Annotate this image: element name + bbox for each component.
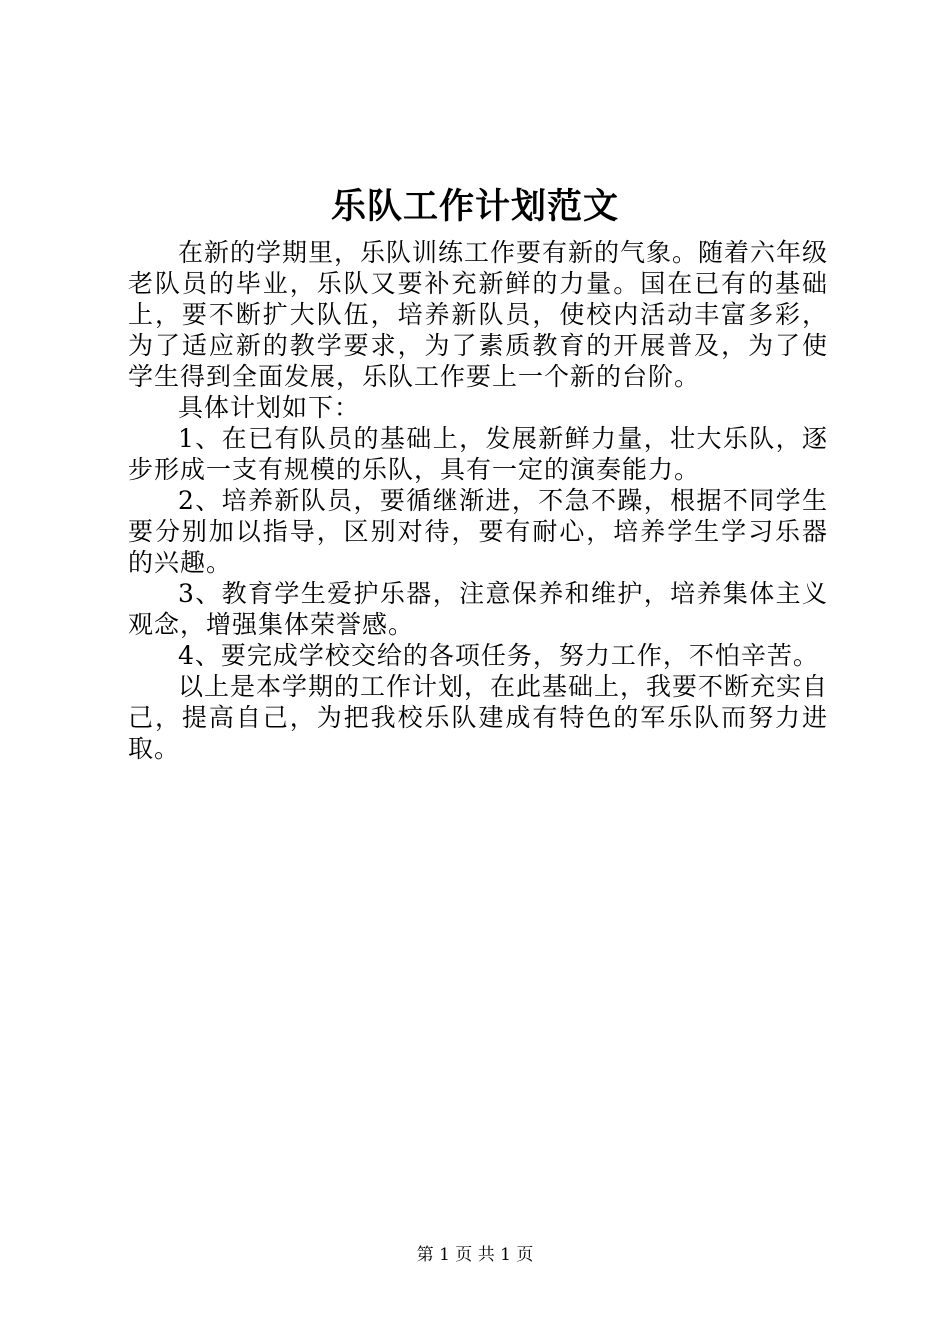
paragraph-plan-heading: 具体计划如下： bbox=[178, 393, 361, 422]
page-number-footer: 第 1 页 共 1 页 bbox=[416, 1245, 534, 1265]
document-title: 乐队工作计划范文 bbox=[330, 187, 619, 227]
paragraph-conclusion: 以上是本学期的工作计划，在此基础上，我要不断充实自己，提高自己，为把我校乐队建成有特色的军乐队而努力进取。 bbox=[128, 672, 829, 763]
paragraph-intro: 在新的学期里，乐队训练工作要有新的气象。随着六年级老队员的毕业，乐队又要补充新鲜的力量。国在已有的基础上，要不断扩大队伍，培养新队员，使校内活动丰富多彩，为了适应新的教学要求，为了素质教育的开展普及，为了使学生得到全面发展，乐队工作要上一个新的台阶。 bbox=[128, 238, 829, 391]
paragraph-item-3: 3、教育学生爱护乐器，注意保养和维护，培养集体主义观念，增强集体荣誉感。 bbox=[128, 579, 828, 639]
paragraph-item-1: 1、在已有队员的基础上，发展新鲜力量，壮大乐队，逐步形成一支有规模的乐队，具有一定的演奏能力。 bbox=[128, 424, 828, 484]
paragraph-item-2: 2、培养新队员，要循继渐进，不急不躁，根据不同学生要分别加以指导，区别对待，要有耐心，培养学生学习乐器的兴趣。 bbox=[128, 486, 828, 577]
paragraph-item-4: 4、要完成学校交给的各项任务，努力工作，不怕辛苦。 bbox=[178, 641, 819, 670]
document-body bbox=[128, 237, 828, 764]
